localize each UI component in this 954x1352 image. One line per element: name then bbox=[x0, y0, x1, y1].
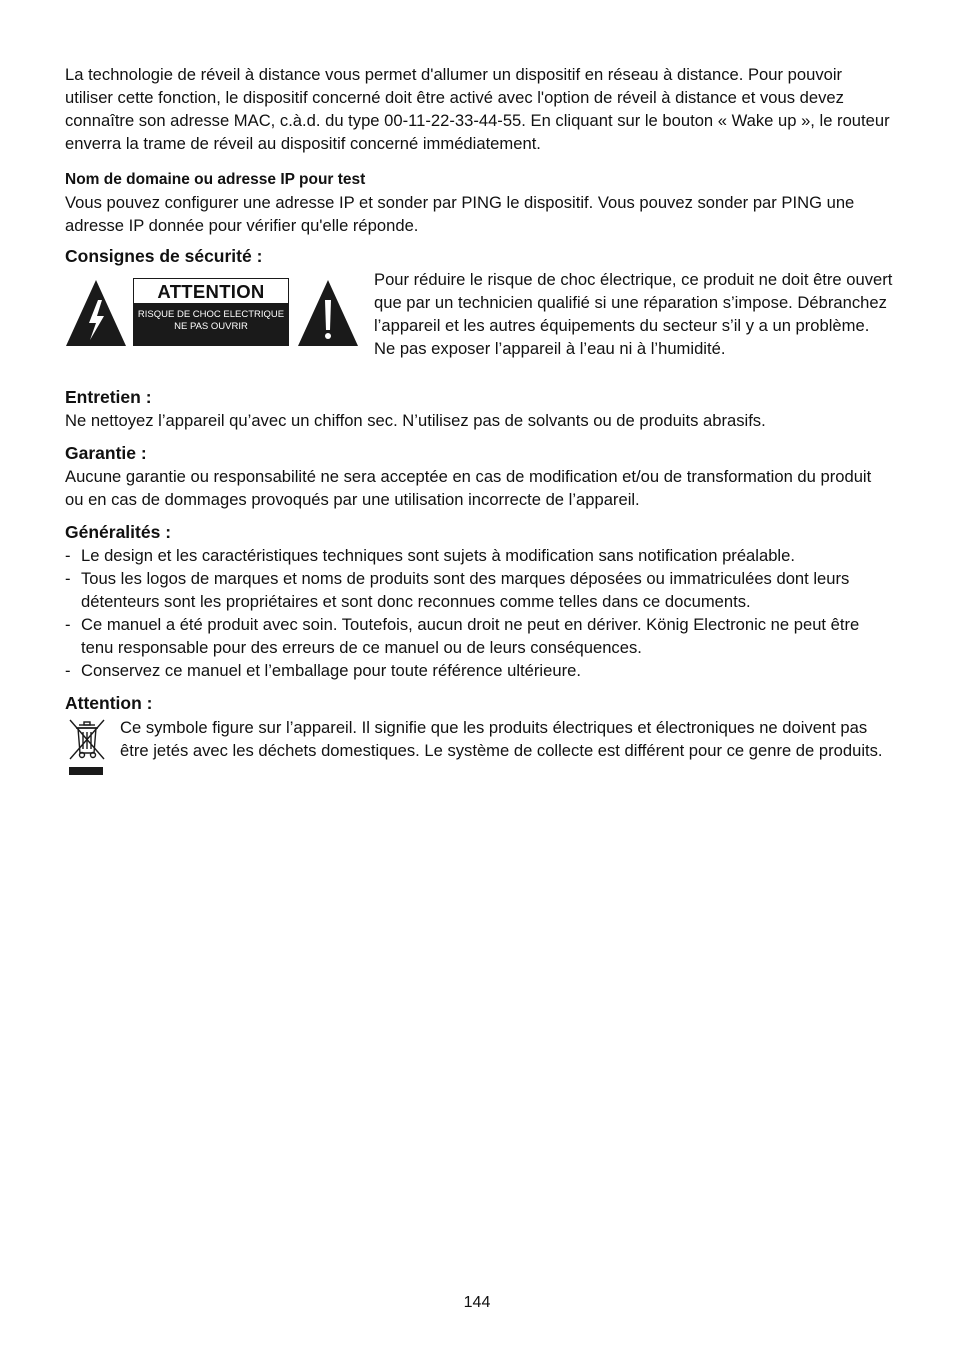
general-list bbox=[65, 544, 891, 682]
ping-paragraph: Vous pouvez configurer une adresse IP et sonder par PING le dispositif. Vous pouvez sonder par PING une adresse IP donnée pour vérifier qu'elle réponde. bbox=[65, 193, 855, 235]
safety-section bbox=[65, 268, 891, 386]
ping-heading: Nom de domaine ou adresse IP pour test bbox=[65, 171, 366, 188]
list-item: - Tous les logos de marques et noms de produits sont des marques déposées ou immatriculées dont leurs détenteurs sont les propriétaires et sont donc reconnues comme telles dans ce documents. bbox=[65, 569, 850, 611]
list-item-text: Tous les logos de marques et noms de produits sont des marques déposées ou immatriculées dont leurs détenteurs sont les propriétaires et sont donc reconnues comme telles dans ce documents. bbox=[81, 569, 850, 611]
list-item-text: Ce manuel a été produit avec soin. Toutefois, aucun droit ne peut en dériver. König Electronic ne peut être tenu responsable pour des erreurs de ce manuel ou de leurs conséquences. bbox=[81, 615, 860, 657]
attention-paragraph: Ce symbole figure sur l’appareil. Il signifie que les produits électriques et électroniques ne doivent pas être jetés avec les déchets domestiques. Le système de collecte est différent pour ce genre de produits. bbox=[120, 718, 883, 760]
general-heading: Généralités : bbox=[65, 522, 172, 542]
list-item: - Le design et les caractéristiques techniques sont sujets à modification sans notification préalable. bbox=[65, 546, 795, 565]
list-item-text: Conservez ce manuel et l’emballage pour toute référence ultérieure. bbox=[81, 661, 581, 680]
maintenance-paragraph: Ne nettoyez l’appareil qu’avec un chiffon sec. N’utilisez pas de solvants ou de produits abrasifs. bbox=[65, 411, 766, 430]
attention-label-line2: NE PAS OUVRIR bbox=[174, 321, 248, 332]
list-item-text: Le design et les caractéristiques techniques sont sujets à modification sans notification préalable. bbox=[81, 546, 795, 565]
warranty-heading: Garantie : bbox=[65, 443, 147, 463]
attention-label-title: ATTENTION bbox=[134, 279, 288, 303]
list-item: - Conservez ce manuel et l’emballage pour toute référence ultérieure. bbox=[65, 661, 581, 680]
warranty-paragraph: Aucune garantie ou responsabilité ne sera acceptée en cas de modification et/ou de transformation du produit ou en cas de dommages provoqués par une utilisation incorrecte de l’appareil. bbox=[65, 467, 872, 509]
safety-heading: Consignes de sécurité : bbox=[65, 246, 263, 266]
safety-paragraph: Pour réduire le risque de choc électrique, ce produit ne doit être ouvert que par un technicien qualifié si une réparation s’impose. Débranchez l’appareil et les autres équipements du secteur s’il y a un problème. Ne pas exposer l’appareil à l’eau ni à l’humidité. bbox=[374, 270, 893, 358]
list-item: - Ce manuel a été produit avec soin. Toutefois, aucun droit ne peut en dériver. König Electronic ne peut être tenu responsable pour des erreurs de ce manuel ou de leurs conséquences. bbox=[65, 615, 860, 657]
crossed-out-bin-icon bbox=[67, 717, 107, 779]
attention-label bbox=[133, 278, 289, 346]
safety-icons bbox=[65, 278, 361, 348]
exclamation-warning-icon bbox=[297, 278, 359, 348]
page-number: 144 bbox=[463, 1294, 491, 1311]
maintenance-heading: Entretien : bbox=[65, 387, 152, 407]
document-page bbox=[65, 63, 891, 788]
attention-label-text bbox=[133, 309, 289, 333]
attention-label-line1: RISQUE DE CHOC ELECTRIQUE bbox=[137, 309, 285, 320]
lightning-warning-icon bbox=[65, 278, 127, 348]
weee-section bbox=[65, 716, 891, 788]
ping-section bbox=[65, 169, 891, 237]
attention-heading: Attention : bbox=[65, 693, 153, 713]
intro-paragraph: La technologie de réveil à distance vous permet d'allumer un dispositif en réseau à distance. Pour pouvoir utiliser cette fonction, le dispositif concerné doit être activé avec l'option de réveil à distance et vous devez connaître son adresse MAC, c.à.d. du type 00-11-22-33-44-55. En cliquant sur le bouton « Wake up », le routeur enverra la trame de réveil au dispositif concerné immédiatement. bbox=[65, 65, 890, 153]
